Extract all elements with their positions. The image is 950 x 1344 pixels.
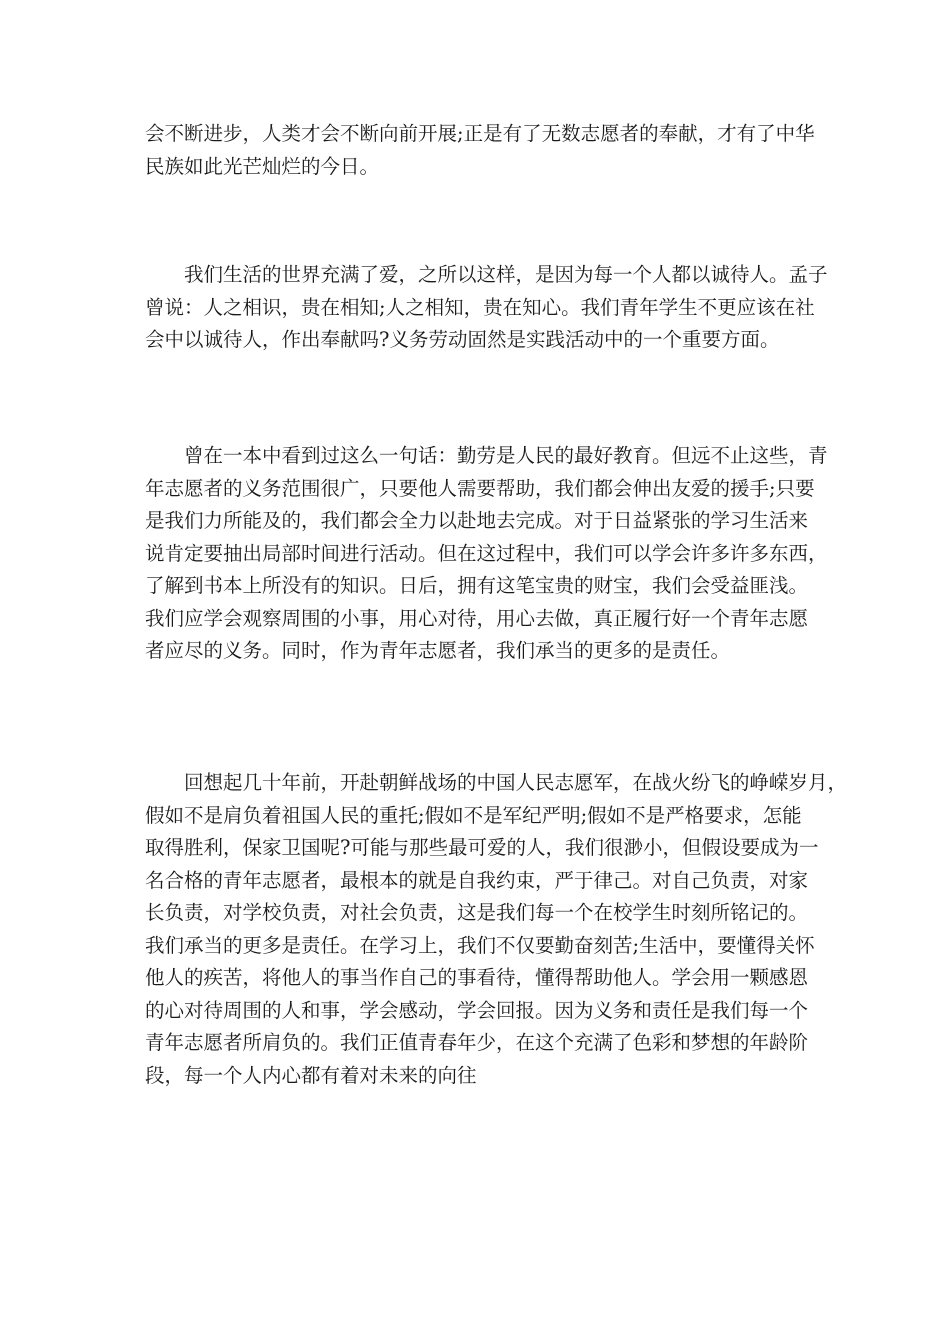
text-line: 曾说：人之相识，贵在相知;人之相知，贵在知心。我们青年学生不更应该在社: [145, 295, 815, 319]
text-line: 说肯定要抽出局部时间进行活动。但在这过程中，我们可以学会许多许多东西，: [145, 541, 828, 565]
text-line: 回想起几十年前，开赴朝鲜战场的中国人民志愿军，在战火纷飞的峥嵘岁月，: [184, 771, 848, 794]
text-line: 了解到书本上所没有的知识。日后，拥有这笔宝贵的财宝，我们会受益匪浅。: [145, 574, 809, 597]
paragraph-2: [145, 259, 835, 357]
text-line: 长负责，对学校负责，对社会负责，这是我们每一个在校学生时刻所铭记的。: [145, 901, 809, 924]
paragraph-3: [145, 440, 835, 668]
text-line: 他人的疾苦，将他人的事当作自己的事看待，懂得帮助他人。学会用一颗感恩: [145, 966, 809, 989]
text-line: 名合格的青年志愿者，最根本的就是自我约束，严于律己。对自己负责，对家: [145, 868, 809, 892]
text-line: 假如不是肩负着祖国人民的重托;假如不是军纪严明;假如不是严格要求，怎能: [145, 803, 802, 827]
text-line: 曾在一本中看到过这么一句话：勤劳是人民的最好教育。但远不止这些，青: [184, 444, 828, 467]
text-line: 我们生活的世界充满了爱，之所以这样，是因为每一个人都以诚待人。孟子: [184, 263, 828, 286]
paragraph-4: [145, 767, 848, 1092]
text-line: 取得胜利，保家卫国呢?可能与那些最可爱的人，我们很渺小，但假设要成为一: [145, 836, 819, 859]
paragraph-1: [145, 118, 835, 183]
text-line: 是我们力所能及的，我们都会全力以赴地去完成。对于日益紧张的学习生活来: [145, 509, 809, 532]
text-line: 会不断进步，人类才会不断向前开展;正是有了无数志愿者的奉献，才有了中华: [145, 122, 815, 145]
text-line: 的心对待周围的人和事，学会感动，学会回报。因为义务和责任是我们每一个: [145, 998, 809, 1022]
text-line: 青年志愿者所肩负的。我们正值青春年少，在这个充满了色彩和梦想的年龄阶: [145, 1031, 809, 1054]
text-line: 者应尽的义务。同时，作为青年志愿者，我们承当的更多的是责任。: [145, 639, 731, 662]
text-line: 民族如此光芒灿烂的今日。: [145, 154, 380, 178]
text-line: 会中以诚待人，作出奉献吗?义务劳动固然是实践活动中的一个重要方面。: [145, 328, 780, 351]
text-line: 我们应学会观察周围的小事，用心对待，用心去做，真正履行好一个青年志愿: [145, 606, 809, 630]
text-line: 年志愿者的义务范围很广，只要他人需要帮助，我们都会伸出友爱的援手;只要: [145, 476, 815, 500]
text-line: 我们承当的更多是责任。在学习上，我们不仅要勤奋刻苦;生活中，要懂得关怀: [145, 933, 815, 957]
text-line: 段，每一个人内心都有着对未来的向往: [145, 1063, 477, 1087]
